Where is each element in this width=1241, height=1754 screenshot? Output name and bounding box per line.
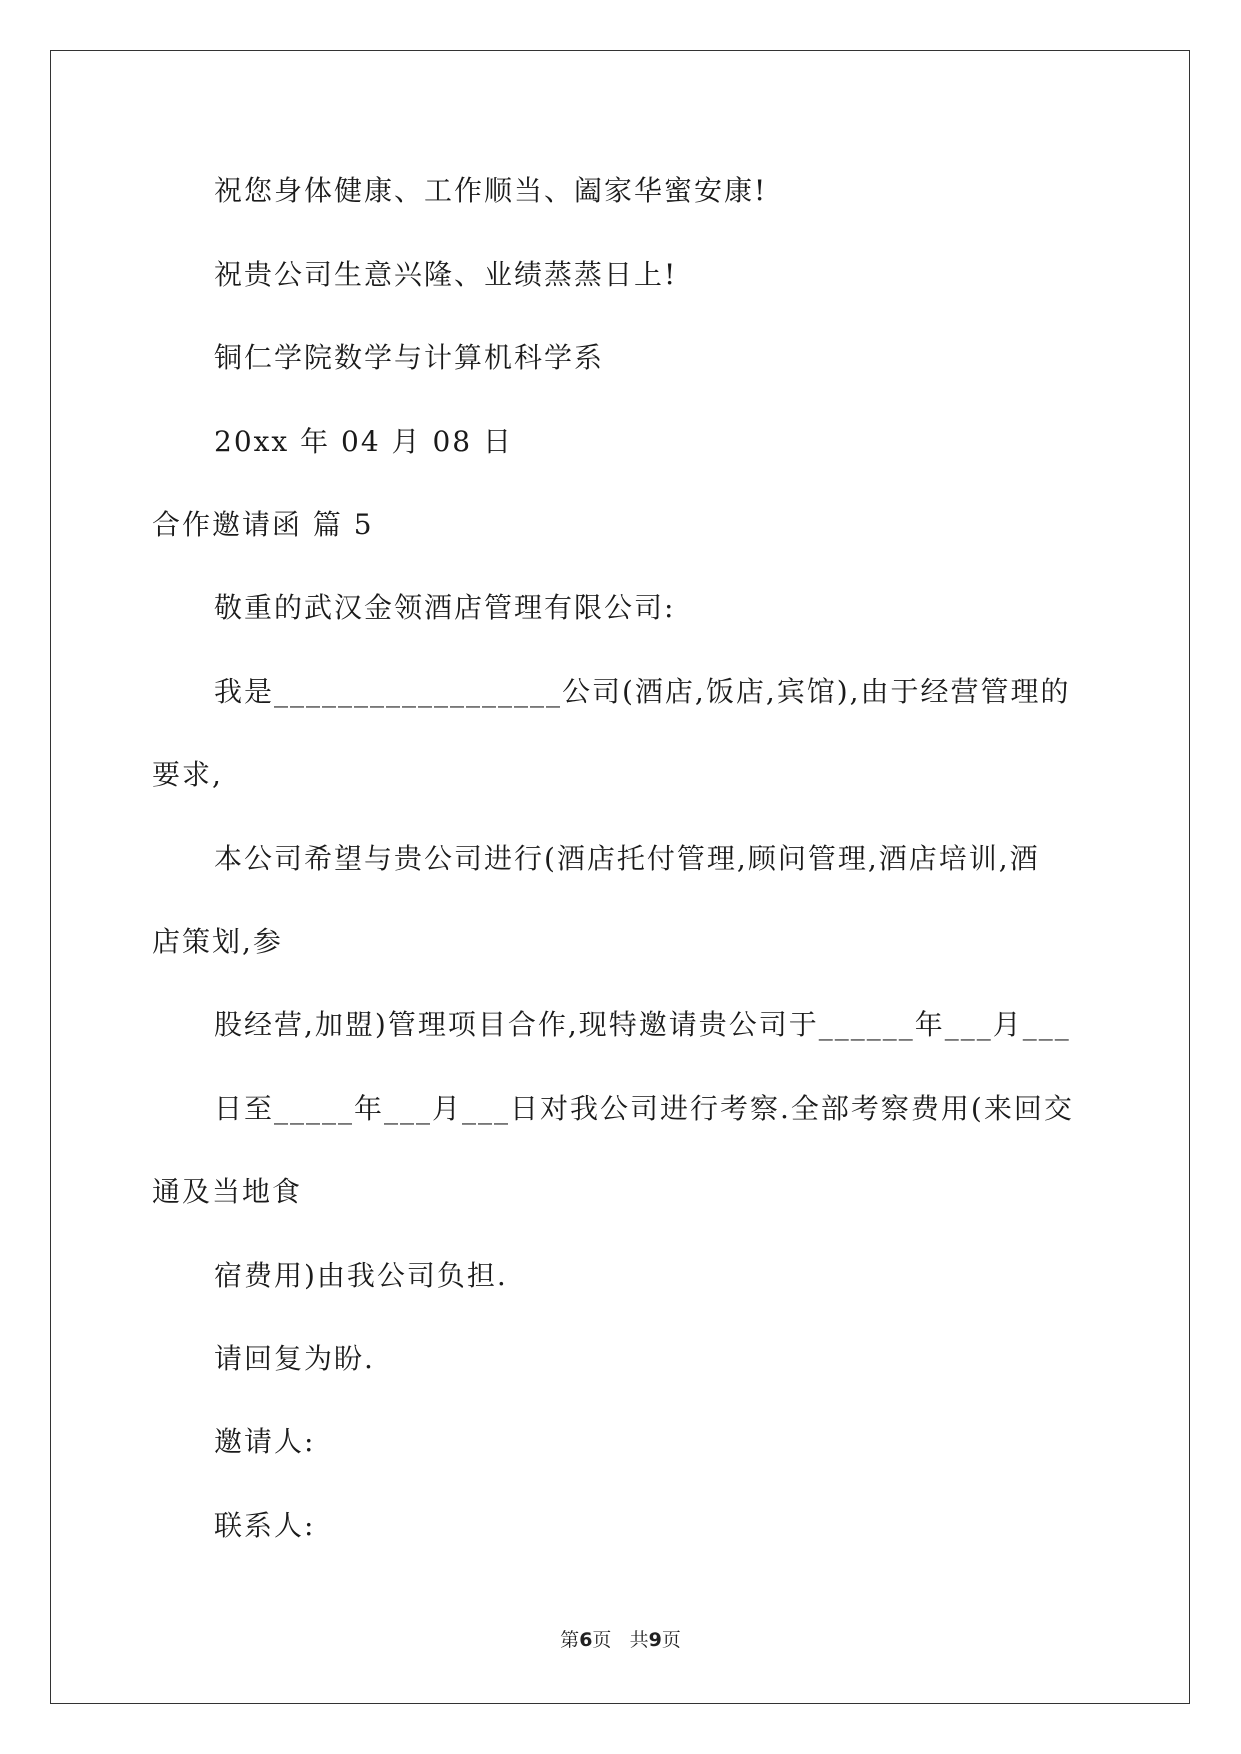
footer-page-number: 6: [579, 1629, 593, 1651]
text-line-body-7: 通及当地食: [152, 1175, 303, 1208]
text-line-body-4: 店策划,参: [152, 925, 283, 958]
text-line-blessing-health: 祝您身体健康、工作顺当、阖家华蜜安康!: [214, 174, 768, 207]
text-line-body-1: 我是__________________公司(酒店,饭店,宾馆),由于经营管理的: [214, 675, 1071, 708]
footer-total-pages: 9: [648, 1629, 662, 1651]
footer-prefix: 第: [560, 1629, 580, 1651]
text-line-salutation: 敬重的武汉金领酒店管理有限公司:: [214, 591, 676, 624]
text-line-body-6: 日至_____年___月___日对我公司进行考察.全部考察费用(来回交: [214, 1092, 1074, 1125]
page-footer: [0, 1628, 1241, 1652]
text-line-body-8: 宿费用)由我公司负担.: [214, 1259, 508, 1292]
footer-total-prefix: 共: [629, 1629, 649, 1651]
footer-total-suffix: 页: [661, 1629, 681, 1651]
text-line-date: 20xx 年 04 月 08 日: [214, 425, 513, 458]
section-heading: 合作邀请函 篇 5: [152, 508, 374, 541]
footer-page-word: 页: [592, 1629, 612, 1651]
text-line-blessing-business: 祝贵公司生意兴隆、业绩蒸蒸日上!: [214, 258, 678, 291]
text-line-body-5: 股经营,加盟)管理项目合作,现特邀请贵公司于______年___月___: [214, 1008, 1071, 1041]
text-line-inviter: 邀请人:: [214, 1425, 316, 1458]
text-line-reply-request: 请回复为盼.: [214, 1342, 375, 1375]
text-line-body-2: 要求,: [152, 758, 223, 791]
text-line-signature-org: 铜仁学院数学与计算机科学系: [214, 341, 605, 374]
text-line-contact: 联系人:: [214, 1509, 316, 1542]
text-line-body-3: 本公司希望与贵公司进行(酒店托付管理,顾问管理,酒店培训,酒: [214, 842, 1040, 875]
